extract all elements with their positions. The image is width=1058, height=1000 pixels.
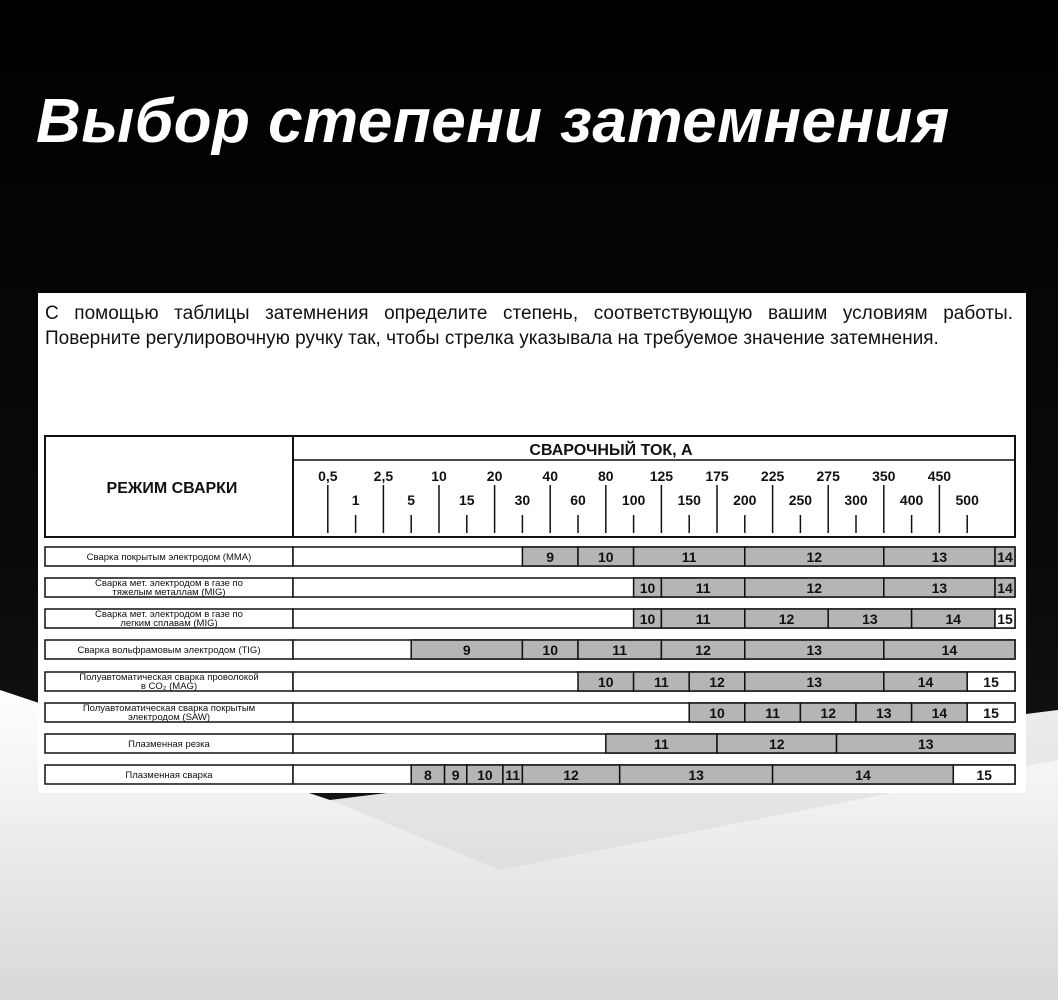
shade-value: 14	[941, 642, 958, 658]
shade-value: 9	[462, 642, 471, 658]
mode-label: Полуавтоматическая сварка проволокой	[79, 672, 259, 683]
shade-value: 10	[542, 642, 558, 658]
tick-label-bottom: 200	[733, 492, 757, 508]
shade-value: 10	[598, 549, 614, 565]
shade-value: 10	[477, 767, 493, 783]
page-title: Выбор степени затемнения	[36, 87, 950, 156]
shade-value: 14	[997, 580, 1013, 596]
tick-label-bottom: 500	[955, 492, 979, 508]
mode-label: тяжелым металлам (MIG)	[112, 587, 226, 598]
tick-label-top: 2,5	[373, 468, 394, 484]
table-row	[45, 547, 1015, 566]
tick-label-top: 125	[649, 468, 674, 484]
shade-value: 12	[778, 611, 795, 627]
shade-value: 10	[709, 705, 725, 721]
tick-label-top: 0,5	[318, 468, 338, 484]
mode-label: Плазменная резка	[128, 739, 210, 750]
shade-value: 13	[876, 705, 892, 721]
tick-label-top: 450	[927, 468, 952, 484]
shade-value: 11	[765, 705, 781, 721]
table-row	[45, 765, 1015, 784]
intro-text: С помощью таблицы затемнения определите степень, соответствующую вашим условиям работы. Поверните регулировочную ручку так, чтобы стрелка указывала на требуемое значение затемнения.	[45, 303, 1013, 349]
shade-value: 13	[688, 767, 704, 783]
shade-value: 11	[695, 580, 711, 596]
mode-label: легким сплавам (MIG)	[120, 618, 218, 629]
shade-value: 12	[806, 549, 823, 565]
shade-value: 9	[546, 549, 555, 565]
shade-value: 11	[681, 549, 697, 565]
shade-value: 13	[931, 549, 948, 565]
tick-label-top: 20	[486, 468, 503, 484]
tick-label-bottom: 1	[351, 492, 360, 508]
mode-label: Сварка вольфрамовым электродом (TIG)	[77, 645, 261, 656]
table-rows	[45, 547, 1015, 784]
mode-label: Сварка мет. электродом в газе по	[95, 578, 243, 589]
mode-label: электродом (SAW)	[127, 712, 211, 723]
tick-label-bottom: 300	[844, 492, 868, 508]
shade-value: 11	[505, 767, 521, 783]
shade-value: 12	[563, 767, 579, 783]
shade-value: 12	[768, 736, 785, 752]
shade-value: 14	[931, 705, 948, 721]
tick-label-top: 10	[431, 468, 447, 484]
shade-value: 12	[820, 705, 836, 721]
shade-value: 10	[598, 674, 614, 690]
shade-value: 13	[917, 736, 934, 752]
tick-label-top: 40	[542, 468, 558, 484]
tick-label-bottom: 15	[459, 492, 475, 508]
shade-value: 14	[945, 611, 962, 627]
current-header: СВАРОЧНЫЙ ТОК, А	[529, 442, 693, 459]
shade-value: 11	[653, 674, 669, 690]
tick-label-top: 225	[760, 468, 785, 484]
shade-table	[38, 293, 1026, 793]
shade-value: 13	[806, 674, 823, 690]
table-row	[45, 672, 1015, 692]
shade-value: 14	[855, 767, 871, 783]
shade-value: 13	[862, 611, 878, 627]
shade-value: 12	[709, 674, 725, 690]
shade-value: 12	[695, 642, 711, 658]
shade-value: 8	[423, 767, 432, 783]
table-row	[45, 640, 1015, 659]
tick-label-top: 175	[705, 468, 729, 484]
shade-value: 14	[997, 549, 1013, 565]
shade-chart-panel	[38, 293, 1026, 793]
mode-label: Сварка покрытым электродом (MMA)	[86, 552, 252, 563]
shade-value: 15	[976, 767, 992, 783]
tick-label-top: 80	[598, 468, 614, 484]
mode-label: Сварка мет. электродом в газе по	[95, 609, 243, 620]
shade-value: 10	[639, 611, 656, 627]
shade-value: 10	[639, 580, 656, 596]
table-row	[45, 734, 1015, 753]
shade-value: 13	[931, 580, 948, 596]
current-scale	[318, 468, 979, 533]
tick-label-bottom: 250	[788, 492, 813, 508]
tick-label-top: 350	[872, 468, 896, 484]
shade-value: 15	[983, 674, 999, 690]
mode-label: Полуавтоматическая сварка покрытым	[82, 703, 256, 714]
table-row	[45, 578, 1015, 598]
tick-label-bottom: 100	[621, 492, 646, 508]
mode-label: в CO₂ (MAG)	[140, 681, 198, 692]
tick-label-bottom: 5	[407, 492, 416, 508]
shade-value: 15	[997, 611, 1013, 627]
table-row	[45, 609, 1015, 629]
shade-value: 14	[917, 674, 934, 690]
mode-label: Плазменная сварка	[125, 770, 213, 781]
shade-value: 11	[653, 736, 669, 752]
table-row	[45, 703, 1015, 723]
shade-value: 12	[806, 580, 823, 596]
mode-header: РЕЖИМ СВАРКИ	[106, 480, 238, 497]
tick-label-bottom: 60	[570, 492, 586, 508]
tick-label-bottom: 30	[514, 492, 531, 508]
shade-value: 13	[806, 642, 823, 658]
tick-label-bottom: 400	[899, 492, 924, 508]
shade-value: 11	[612, 642, 628, 658]
tick-label-top: 275	[816, 468, 840, 484]
shade-value: 11	[695, 611, 711, 627]
shade-value: 9	[451, 767, 460, 783]
shade-value: 15	[983, 705, 999, 721]
tick-label-bottom: 150	[677, 492, 701, 508]
